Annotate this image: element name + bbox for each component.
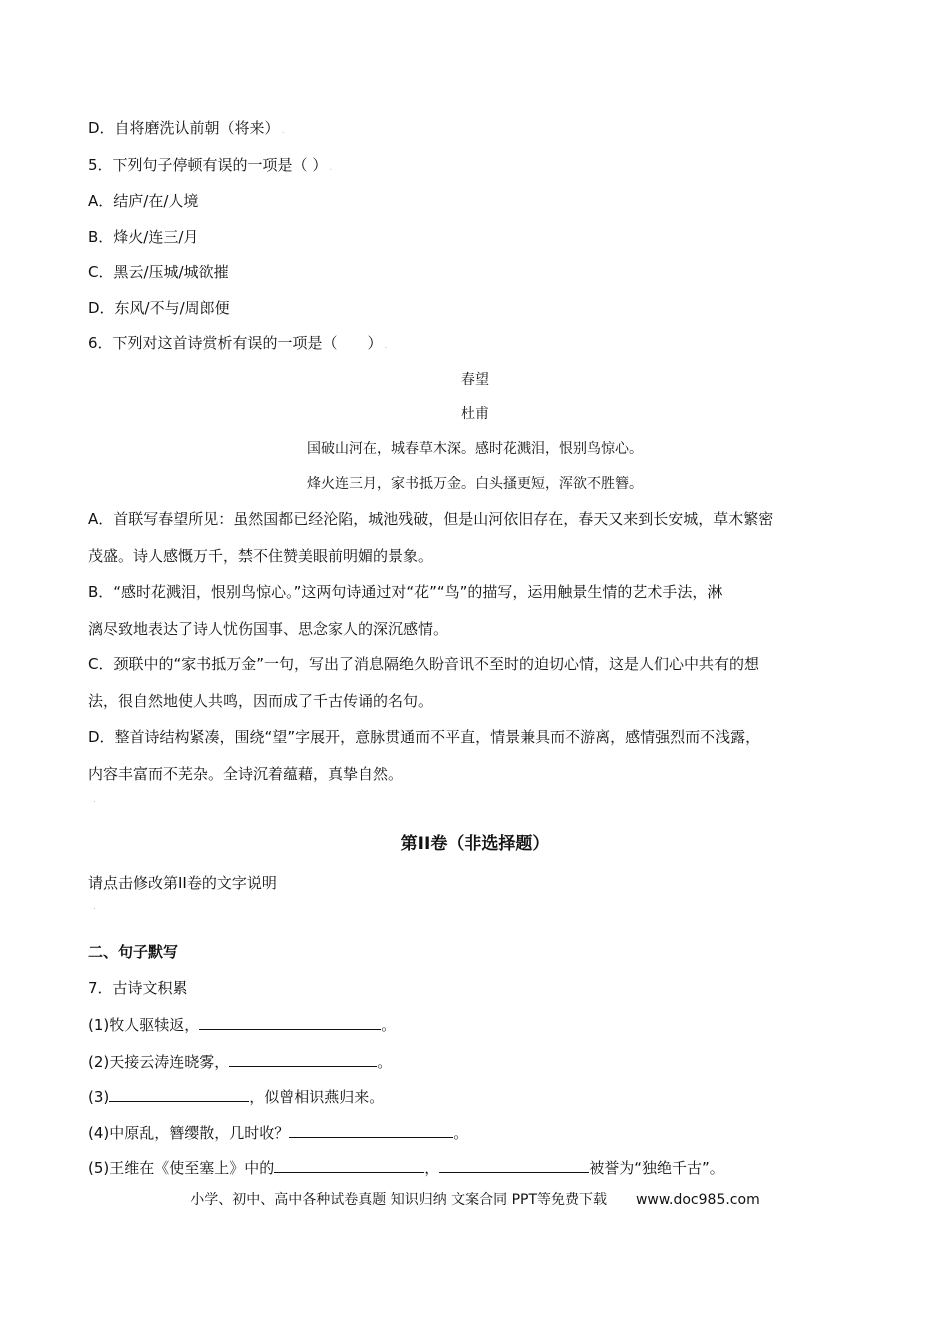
poem-title: 春望 (461, 372, 489, 388)
answer-blank[interactable] (274, 1156, 424, 1173)
q5-option-a: A．结庐/在/人境 (88, 192, 199, 210)
poem-author: 杜甫 (461, 406, 489, 422)
answer-blank[interactable] (229, 1050, 377, 1067)
q5-option-d: D．东风/不与/周郎便 (88, 299, 230, 317)
q7-item-5: (5)王维在《使至塞上》中的 ， 被誉为“独绝千古”。 (88, 1156, 725, 1179)
paragraph-mark-2: . (93, 902, 96, 912)
q6-option-a-line-1: A．首联写春望所见：虽然国都已经沦陷，城池残破，但是山河依旧存在，春天又来到长安城，草木繁密 (88, 510, 774, 528)
q7-item-4: (4)中原乱，簪缨散，几时收？ 。 (88, 1121, 468, 1144)
paragraph-mark: . (93, 795, 96, 805)
q5-option-c: C．黑云/压城/城欲摧 (88, 263, 229, 281)
q6-option-b-line-2: 漓尽致地表达了诗人忧伤国事、思念家人的深沉感情。 (88, 620, 449, 638)
q6-option-c-line-1: C．颈联中的“家书抵万金”一句，写出了消息隔绝久盼音讯不至时的迫切心情，这是人们心中共有的想 (88, 655, 760, 673)
poem-line-1: 国破山河在，城春草木深。感时花溅泪，恨别鸟惊心。 (307, 441, 643, 457)
q5-stem: 5．下列句子停顿有误的一项是（ ） . (88, 156, 333, 174)
poem-line-2: 烽火连三月，家书抵万金。白头搔更短，浑欲不胜簪。 (307, 476, 643, 492)
answer-blank[interactable] (289, 1121, 453, 1138)
footer (0, 1189, 950, 1211)
answer-blank[interactable] (439, 1156, 589, 1173)
q7-item-2: (2)天接云涛连晓雾， 。 (88, 1050, 392, 1073)
part2-title: 第II卷（非选择题） (400, 834, 550, 854)
footer-text: 小学、初中、高中各种试卷真题 知识归纳 文案合同 PPT等免费下载 (190, 1192, 608, 1208)
q6-option-a-line-2: 茂盛。诗人感慨万千，禁不住赞美眼前明媚的景象。 (88, 547, 434, 565)
footer-url[interactable]: www.doc985.com (635, 1192, 760, 1208)
answer-blank[interactable] (109, 1085, 249, 1102)
section2-heading: 二、句子默写 (88, 943, 179, 961)
q6-option-d-line-1: D．整首诗结构紧凑，围绕“望”字展开，意脉贯通而不平直，情景兼具而不游离，感情强烈而不浅露， (88, 728, 761, 746)
q6-option-c-line-2: 法，很自然地使人共鸣，因而成了千古传诵的名句。 (88, 692, 434, 710)
q7-stem: 7．古诗文积累 (88, 979, 188, 997)
q6-stem: 6．下列对这首诗赏析有误的一项是（ ） . (88, 334, 388, 352)
q6-option-b-line-1: B．“感时花溅泪，恨别鸟惊心。”这两句诗通过对“花”“鸟”的描写，运用触景生情的艺术手法，淋 (88, 583, 723, 601)
answer-blank[interactable] (199, 1013, 381, 1030)
q7-item-3: (3) ，似曾相识燕归来。 (88, 1085, 384, 1108)
q6-option-d-line-2: 内容丰富而不芜杂。全诗沉着蕴藉，真挚自然。 (88, 765, 404, 783)
q5-option-b: B．烽火/连三/月 (88, 228, 199, 246)
part2-instruction: 请点击修改第II卷的文字说明 (88, 874, 277, 892)
q7-item-1: (1)牧人驱犊返， 。 (88, 1013, 396, 1036)
q4-option-d: D．自将磨洗认前朝（将来） . (88, 119, 285, 137)
